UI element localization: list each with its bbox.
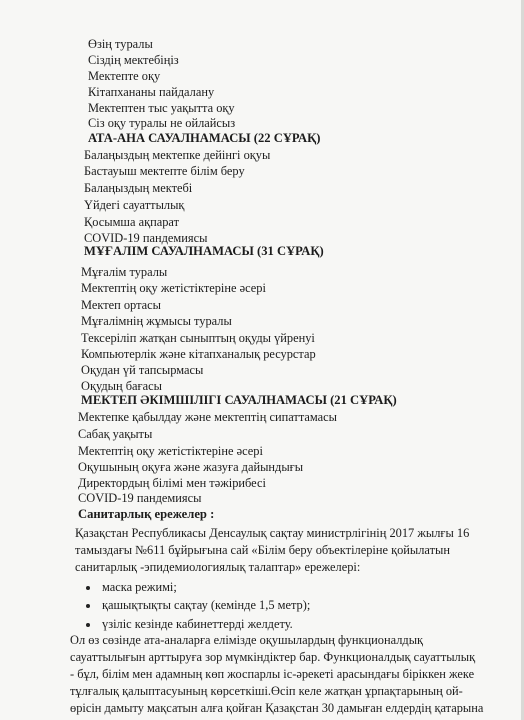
topic-line: Үйдегі сауаттылық — [84, 198, 185, 212]
section-heading-sanitary: Санитарлық ережелер : — [78, 507, 215, 521]
section-heading-parents: АТА-АНА САУАЛНАМАСЫ (22 СҰРАҚ) — [88, 131, 321, 145]
topic-line: Бастауыш мектепте білім беру — [84, 164, 245, 178]
paragraph-line: өрісін дамыту мақсатын алға қойған Қазақстан 30 дамыған елдердің қатарына — [70, 701, 484, 715]
paragraph-line: - бұл, білім мен адамның көп жоспарлы іс-әрекеті арасындағы біріккен жеке — [70, 667, 475, 681]
paragraph-line: Ол өз сөзінде ата-аналарға елімізде оқушылардың функционалдық — [70, 633, 424, 647]
topic-line: Мұғалімнің жұмысы туралы — [81, 314, 232, 328]
bullet-icon — [86, 604, 90, 608]
topic-line: Оқудың бағасы — [81, 379, 162, 393]
bullet-icon — [86, 586, 90, 590]
topic-line: Мектептің оқу жетістіктеріне әсері — [81, 281, 266, 295]
topic-line: Компьютерлік және кітапханалық ресурстар — [81, 347, 316, 361]
topic-line: Директордың білімі мен тәжірибесі — [78, 476, 266, 490]
paragraph-line: тұлғалық қалыптасуының көрсеткіші.Өсіп келе жатқан ұрпақтарының ой- — [70, 684, 463, 698]
topic-line: Қосымша ақпарат — [84, 215, 180, 229]
bullet-text: маска режимі; — [102, 580, 177, 594]
topic-line: COVID-19 пандемиясы — [84, 231, 208, 245]
topic-line: Мектепке қабылдау және мектептің сипаттамасы — [78, 410, 337, 424]
topic-line: Оқудан үй тапсырмасы — [81, 363, 204, 377]
bullet-item — [86, 617, 293, 631]
topic-line: Оқушының оқуға және жазуға дайындығы — [78, 460, 304, 474]
topic-line: Мектептің оқу жетістіктеріне әсері — [78, 444, 263, 458]
paragraph-line: санитарлық -эпидемиологиялық талаптар» ережелері: — [75, 560, 361, 574]
topic-line: COVID-19 пандемиясы — [78, 491, 202, 505]
topic-line: Мектепте оқу — [88, 69, 161, 83]
topic-line: Өзің туралы — [88, 37, 153, 51]
paragraph-line: Қазақстан Республикасы Денсаулық сақтау министрлігінің 2017 жылғы 16 — [75, 526, 470, 540]
topic-line: Мектептен тыс уақытта оқу — [88, 101, 235, 115]
paragraph-line: сауаттылығын арттыруға зор мүмкіндіктер бар. Функционалдық сауаттылық — [70, 650, 476, 664]
paragraph-line: тамыздағы №611 бұйрығына сай «Білім беру объектілеріне қойылатын — [75, 543, 450, 557]
bullet-text: үзіліс кезінде кабинеттерді желдету. — [102, 617, 293, 631]
topic-line: Сіз оқу туралы не ойлайсыз — [88, 116, 236, 130]
bullet-item — [86, 580, 177, 594]
topic-line: Тексеріліп жатқан сыныптың оқуды үйренуі — [81, 331, 315, 345]
topic-line: Сабақ уақыты — [78, 427, 153, 441]
topic-line: Мұғалім туралы — [81, 265, 168, 279]
bullet-item — [86, 598, 310, 612]
section-heading-teacher: МҰҒАЛІМ САУАЛНАМАСЫ (31 СҰРАҚ) — [84, 244, 324, 258]
topic-line: Балаңыздың мектепке дейінгі оқуы — [84, 148, 271, 162]
bullet-text: қашықтықты сақтау (кемінде 1,5 метр); — [102, 598, 311, 612]
topic-line: Кітапхананы пайдалану — [88, 85, 215, 99]
topic-line: Сіздің мектебіңіз — [88, 53, 179, 67]
section-heading-administration: МЕКТЕП ӘКІМШІЛІГІ САУАЛНАМАСЫ (21 СҰРАҚ) — [81, 393, 397, 407]
bullet-icon — [86, 623, 90, 627]
topic-line: Мектеп ортасы — [81, 298, 161, 312]
topic-line: Балаңыздың мектебі — [84, 181, 193, 195]
